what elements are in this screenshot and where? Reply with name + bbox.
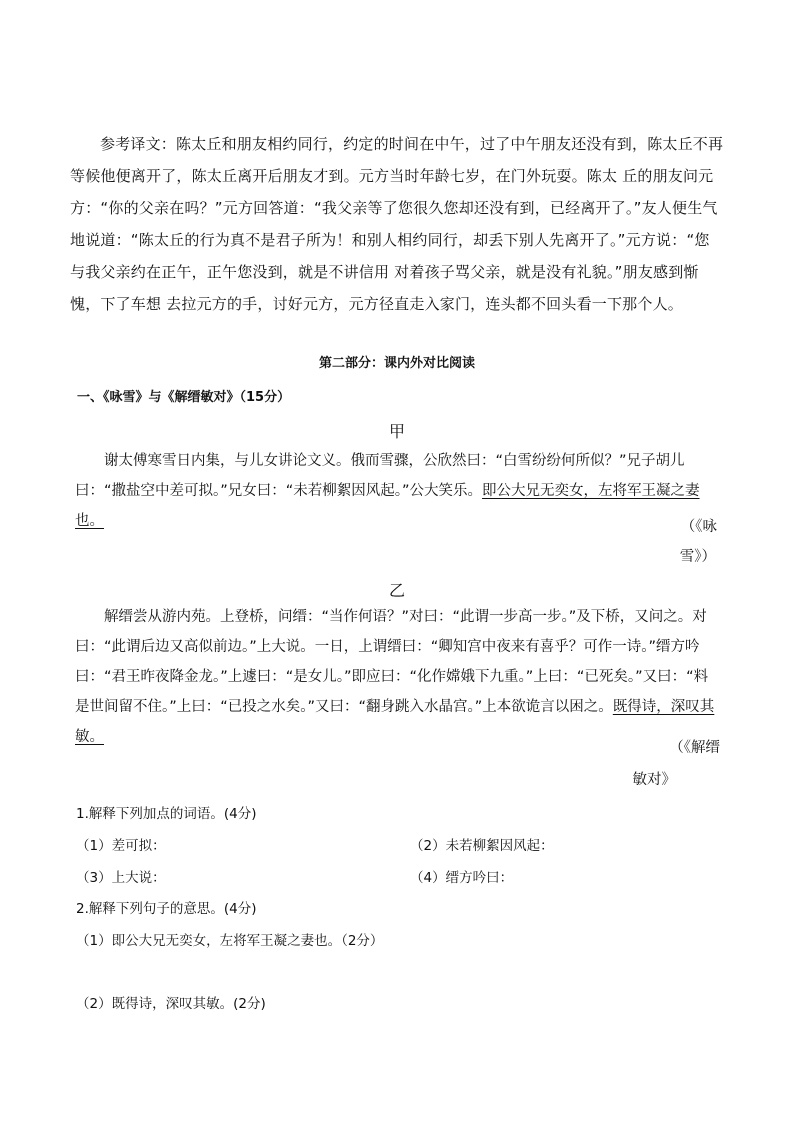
question-2-title: 2.解释下列句子的意思。(4分) [76,901,257,917]
passage-a-body: 谢太傅寒雪日内集，与儿女讲论文义。俄而雪骤，公欣然曰：“白雪纷纷何所似？”兄子胡儿曰：“撒盐空中差可拟。”兄女曰：“未若柳絮因风起。”公大笑乐。 [75,453,685,499]
passage-b-source-line1: （《解缙 [669,740,720,756]
part-title: 第二部分：课内外对比阅读 [318,356,475,371]
passage-b-text [75,602,721,752]
passage-a-mark: 甲 [388,422,405,441]
passage-a-source-line1: （《咏 [680,519,717,535]
question-1-item-2: （2）未若柳絮因风起： [410,838,554,854]
passage-b-body: 解缙尝从游内苑。上登桥，问缙：“当作何语？”对曰：“此谓一步高一步。”及下桥，又问之。对曰：“此谓后边又高似前边。”上大说。一日，上谓缙曰：“卿知宫中夜来有喜乎？可作一诗。”缙方吟曰：“君王昨夜降金龙。”上遽曰：“是女儿。”即应曰：“化作嫦娥下九重。”上曰：“已死矣。”又曰：“料是世间留不住。”上曰：“已投之水矣。”又曰：“翻身跳入水晶宫。”上本欲诡言以困之。 [75,609,709,715]
question-1-item-1: （1）差可拟： [76,838,166,854]
section-title: 一、《咏雪》与《解缙敏对》（15分） [77,390,291,405]
question-1-item-4: （4）缙方吟曰： [410,870,514,886]
question-2-item-2: （2）既得诗，深叹其敏。(2分) [76,996,266,1012]
question-2-item-1: （1）即公大兄无奕女，左将军王凝之妻也。（2分） [76,933,384,949]
passage-a-source-line2: 雪》） [679,549,716,565]
question-1-title: 1.解释下列加点的词语。(4分) [76,806,257,822]
passage-a-underlined: 即公大兄无奕女，左将军王凝之妻也。 [75,483,700,529]
passage-b-source-line2: 敏对》 [632,772,676,788]
question-1-item-3: （3）上大说： [76,870,166,886]
passage-a-text [75,446,721,536]
passage-b-mark: 乙 [388,581,405,600]
reference-translation: 参考译文：陈太丘和朋友相约同行，约定的时间在中午，过了中午朋友还没有到，陈太丘不再等候他便离开了，陈太丘离开后朋友才到。元方当时年龄七岁，在门外玩耍。陈太 丘的朋友问元方：“你的父亲在吗？”元方回答道：“我父亲等了您很久您却还没有到，已经离开了。”友人便生气地说道：“陈太丘的行为真不是君子所为！和别人相约同行，却丢下别人先离开了。”元方说：“您与我父亲约在正午，正午您没到，就是不讲信用 对着孩子骂父亲，就是没有礼貌。”朋友感到惭愧，下了车想 去拉元方的手，讨好元方，元方径直走入家门，连头都不回头看一下那个人。 [70,135,724,313]
passage-b-underlined: 既得诗，深叹其敏。 [75,699,715,745]
